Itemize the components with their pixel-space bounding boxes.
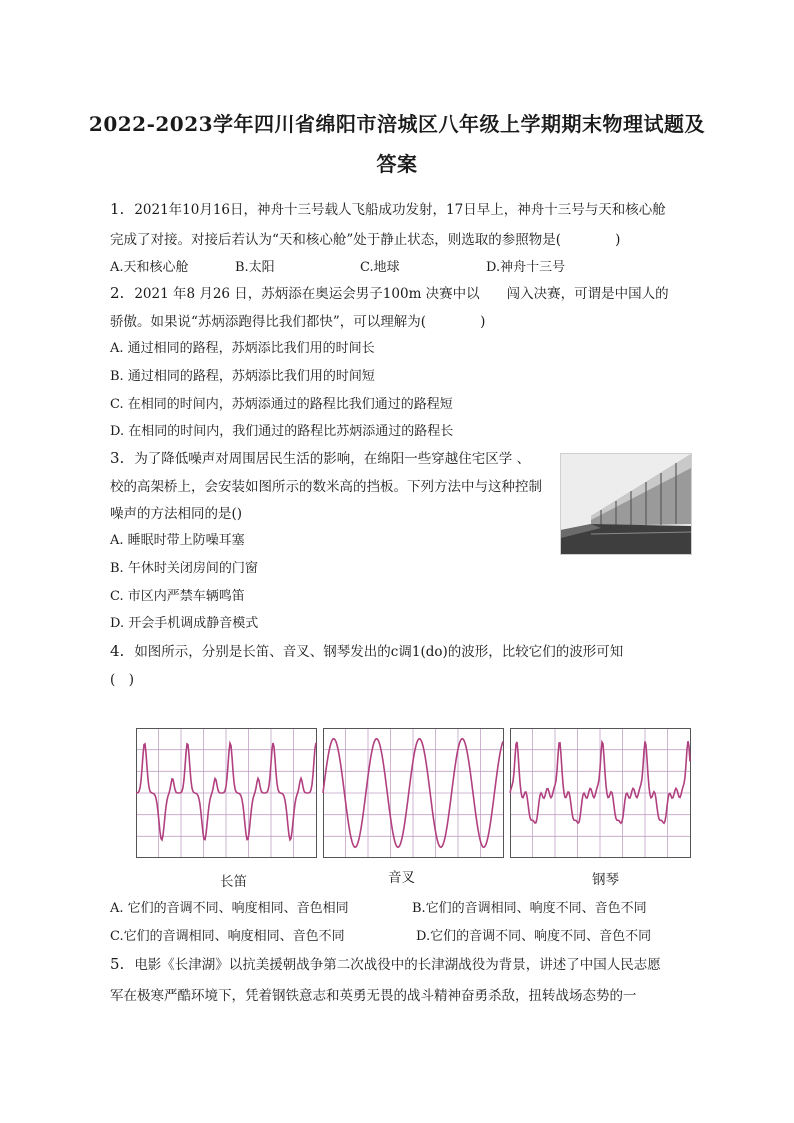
q3-option-b: B. 午休时关闭房间的门窗 (110, 561, 258, 576)
q4-line2: ( ) (110, 672, 135, 688)
q4-option-c: C.它们的音调相同、响度相同、音色不同 (110, 929, 345, 944)
q1-option-c: C.地球 (360, 260, 400, 275)
q1-option-b: B.太阳 (235, 260, 275, 275)
piano-waveform-panel (510, 729, 691, 858)
noise-barrier-photo (560, 453, 692, 555)
q3-option-d: D. 开会手机调成静音模式 (110, 616, 259, 631)
noise-barrier-illustration (561, 454, 691, 554)
q2-option-c: C. 在相同的时间内，苏炳添通过的路程比我们通过的路程短 (110, 397, 453, 412)
q3-text-1: 为了降低噪声对周围居民生活的影响，在绵阳一些穿越住宅区学 、 (134, 451, 531, 467)
q4-number: 4. (110, 642, 125, 660)
flute-label: 长笛 (220, 874, 247, 890)
q4-option-d: D.它们的音调不同、响度不同、音色不同 (416, 929, 652, 944)
q1-line1 (110, 198, 666, 218)
q4-line1 (110, 640, 623, 660)
q1-line2: 完成了对接。对接后若认为“天和核心舱”处于静止状态，则选取的参照物是( ) (110, 232, 621, 248)
q4-option-b: B.它们的音调相同、响度不同、音色不同 (412, 901, 647, 916)
q5-line1 (110, 953, 661, 973)
q2-line2: 骄傲。如果说“苏炳添跑得比我们都快”，可以理解为( ) (110, 314, 486, 330)
q3-line1 (110, 447, 530, 467)
q3-line2: 校的高架桥上，会安装如图所示的数米高的挡板。下列方法中与这种控制 (110, 479, 542, 495)
q2-line1 (110, 282, 669, 302)
page-title-line2: 答案 (376, 152, 418, 176)
q3-option-a: A. 睡眠时带上防噪耳塞 (110, 533, 245, 548)
q3-option-c: C. 市区内严禁车辆鸣笛 (110, 589, 245, 604)
piano-label: 钢琴 (592, 872, 619, 888)
q3-number: 3. (110, 449, 125, 467)
q2-number: 2. (110, 284, 125, 302)
q2-option-d: D. 在相同的时间内，我们通过的路程比苏炳添通过的路程长 (110, 424, 454, 439)
tuning-fork-waveform-panel (323, 729, 504, 858)
q1-option-d: D.神舟十三号 (486, 260, 566, 275)
q1-text-1: 2021年10月16日，神舟十三号载人飞船成功发射，17日早上，神舟十三号与天和核心舱 (134, 202, 666, 218)
tuning-fork-label: 音叉 (388, 870, 415, 886)
waveform-figure (136, 728, 692, 860)
q5-number: 5. (110, 955, 125, 973)
q4-text-1: 如图所示，分别是长笛、音叉、钢琴发出的c调1(do)的波形，比较它们的波形可知 (134, 644, 624, 660)
q4-option-a: A. 它们的音调不同、响度相同、音色相同 (110, 901, 349, 916)
q1-option-a: A.天和核心舱 (110, 260, 189, 275)
q5-line2: 军在极寒严酷环境下，凭着钢铁意志和英勇无畏的战斗精神奋勇杀敌，扭转战场态势的一 (110, 988, 637, 1004)
page-title-line1: 2022-2023学年四川省绵阳市涪城区八年级上学期期末物理试题及 (88, 112, 706, 136)
q2-option-b: B. 通过相同的路程，苏炳添比我们用的时间短 (110, 369, 375, 384)
q2-text-1: 2021 年8 月26 日，苏炳添在奥运会男子100m 决赛中以 闯入决赛，可谓是中国人的 (134, 286, 669, 302)
flute-waveform-panel (136, 729, 317, 858)
q1-number: 1. (110, 200, 125, 218)
q5-text-1: 电影《长津湖》以抗美援朝战争第二次战役中的长津湖战役为背景，讲述了中国人民志愿 (134, 957, 661, 973)
q3-line3: 噪声的方法相同的是() (110, 506, 243, 522)
q2-option-a: A. 通过相同的路程，苏炳添比我们用的时间长 (110, 341, 375, 356)
